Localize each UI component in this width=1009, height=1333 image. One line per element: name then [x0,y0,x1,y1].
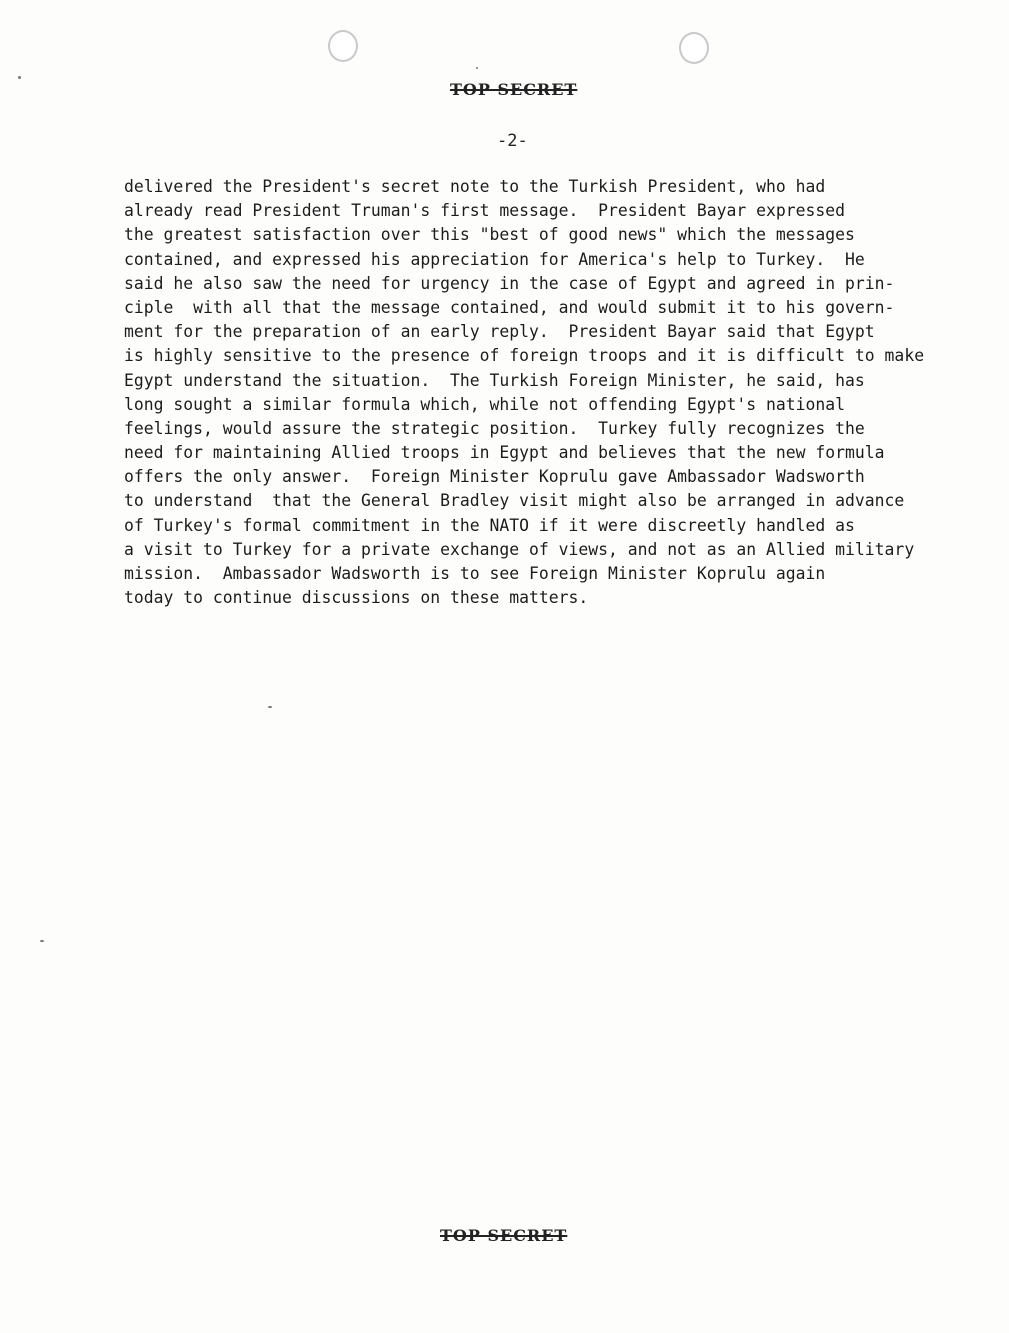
body-line: contained, and expressed his appreciation for America's help to Turkey. He [124,249,865,269]
punch-hole-right [679,32,709,64]
body-line: a visit to Turkey for a private exchange of views, and not as an Allied military [124,539,915,559]
classification-marking-top: TOP SECRET [450,80,578,99]
scan-speck [18,76,21,79]
page-number: -2- [497,131,528,151]
body-line: delivered the President's secret note to the Turkish President, who had [124,177,826,196]
punch-hole-left [328,30,358,62]
body-line: the greatest satisfaction over this "best of good news" which the messages [124,225,855,245]
body-line: to understand that the General Bradley visit might also be arranged in advance [124,491,905,511]
memo-body-text [124,175,1004,610]
classification-marking-bottom: TOP SECRET [440,1226,568,1245]
body-line: feelings, would assure the strategic position. Turkey fully recognizes the [124,418,865,438]
scan-speck [476,67,478,69]
body-line: offers the only answer. Foreign Minister Koprulu gave Ambassador Wadsworth [124,467,865,487]
body-line: already read President Truman's first message. President Bayar expressed [124,201,846,221]
body-line: need for maintaining Allied troops in Egypt and believes that the new formula [124,443,885,463]
body-line: ment for the preparation of an early reply. President Bayar said that Egypt [124,322,875,342]
scan-speck [268,706,272,708]
body-line: is highly sensitive to the presence of foreign troops and it is difficult to make [124,346,925,366]
scan-speck [40,940,44,942]
body-line: said he also saw the need for urgency in the case of Egypt and agreed in prin- [124,273,895,293]
body-line: mission. Ambassador Wadsworth is to see Foreign Minister Koprulu again [124,564,826,583]
body-line: today to continue discussions on these matters. [124,588,589,608]
body-line: ciple with all that the message contained, and would submit it to his govern- [124,297,895,317]
body-line: Egypt understand the situation. The Turkish Foreign Minister, he said, has [124,370,865,390]
body-line: long sought a similar formula which, while not offending Egypt's national [124,394,846,414]
body-line: of Turkey's formal commitment in the NATO if it were discreetly handled as [124,515,855,535]
